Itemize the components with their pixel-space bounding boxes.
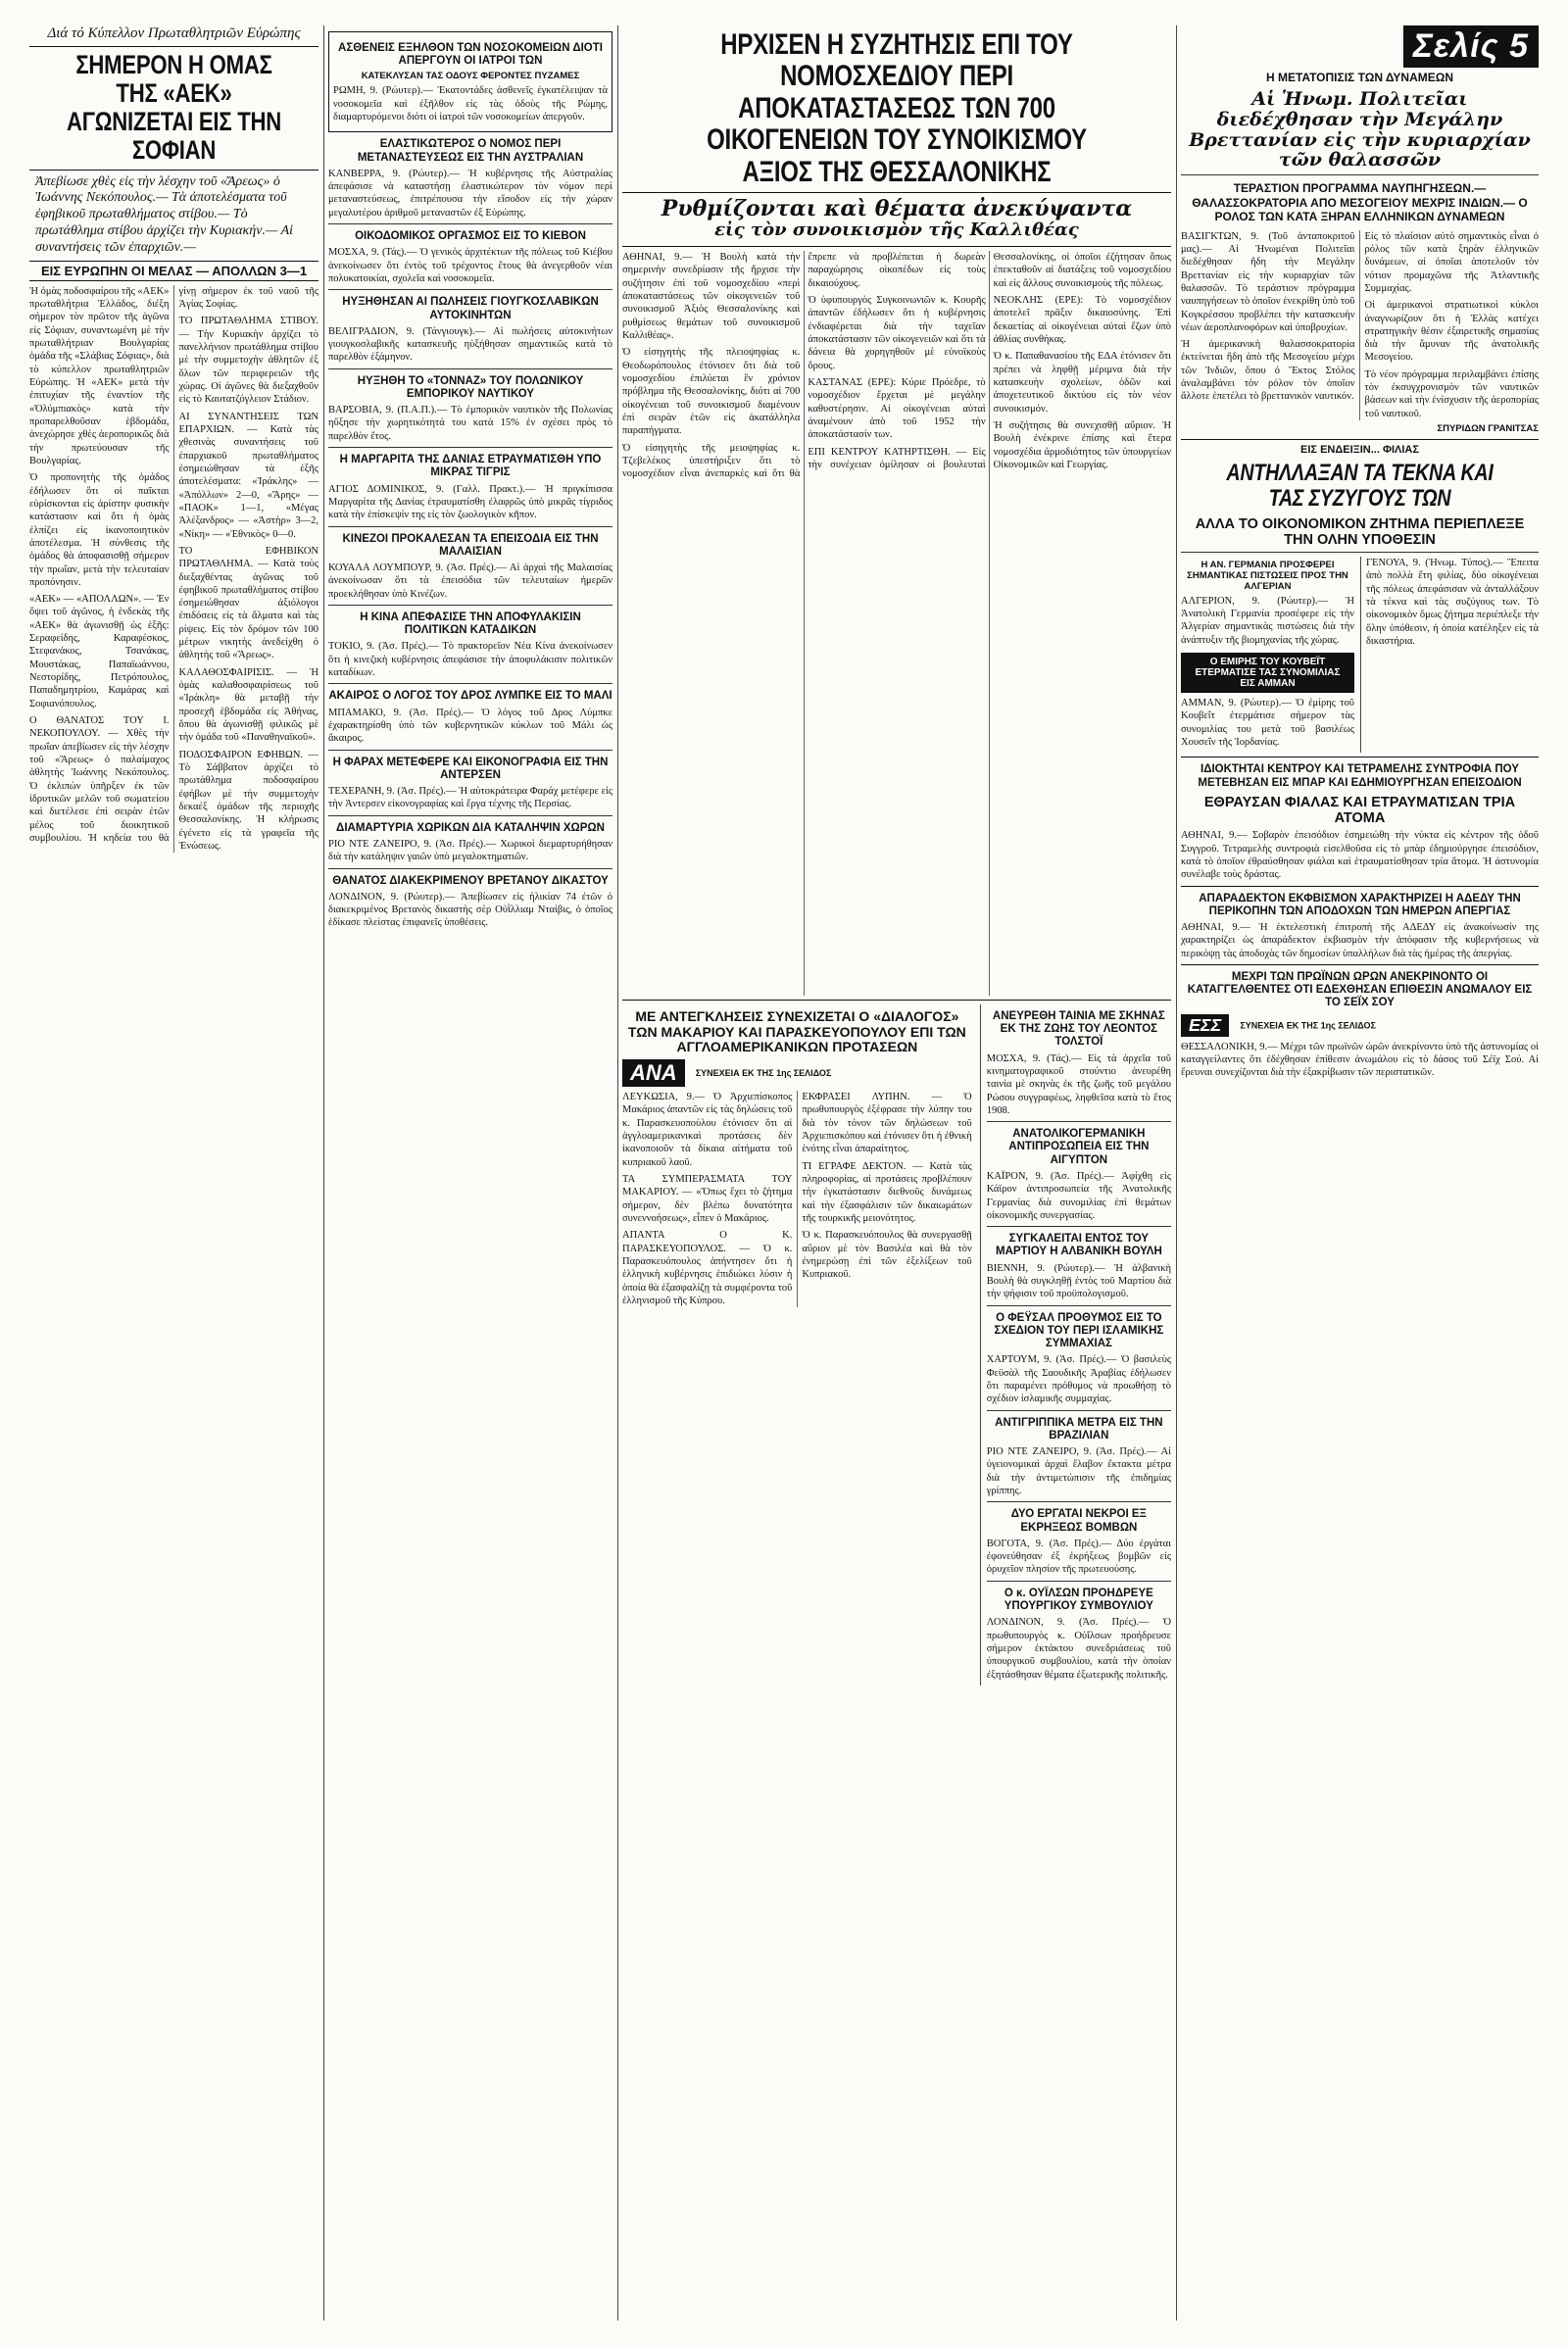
paragraph: Οἱ ἀμερικανοὶ στρατιωτικοὶ κύκλοι ἀναγνωρίζουν ὅτι ἡ Ἑλλὰς κατέχει στρατηγικὴν θέσιν ἐξαιρετικῆς σημασίας διὰ τὴν ἄμυναν τῆς ἀνατολικῆς Μεσογείου. [1364,300,1539,364]
story-headline: ΑΚΑΙΡΟΣ Ο ΛΟΓΟΣ ΤΟΥ ΔΡΟΣ ΛΥΜΠΚΕ ΕΙΣ ΤΟ ΜΑΛΙ [328,690,612,703]
story-headline: ΑΝΤΙΓΡΙΠΠΙΚΑ ΜΕΤΡΑ ΕΙΣ ΤΗΝ ΒΡΑΖΙΛΙΑΝ [995,1416,1163,1442]
divider [1181,552,1539,553]
story-body: ΓΕΝΟΥΑ, 9. (Ἡνωμ. Τύπος).— Ἔπειτα ἀπὸ πολλὰ ἔτη φιλίας, δύο οἰκογένειαι τῆς πόλεως ἀπεφάσισαν νὰ ἀνταλλάξουν τὰ τέκνα καὶ τὰς συζύγους των. Τὸ οἰκονομικὸν ὅμως ζήτημα περιέπλεξε τὴν ὅλην ὑπόθεσιν, ἡ ὁποία κατέληξεν εἰς τὰ δικαστήρια. [1365,557,1539,647]
story-headline: Ο ΦΕΫΣΑΛ ΠΡΟΘΥΜΟΣ ΕΙΣ ΤΟ ΣΧΕΔΙΟΝ ΤΟΥ ΠΕΡΙ ΙΣΛΑΜΙΚΗΣ ΣΥΜΜΑΧΙΑΣ [994,1311,1164,1350]
story-body: ΑΛΓΕΡΙΟΝ, 9. (Ρώυτερ).— Ἡ Ἀνατολικὴ Γερμανία προσέφερε εἰς τὴν Ἀλγερίαν σημαντικὰς πιστώσεις διὰ τὴν ἀνάπτυξιν τῆς βιομηχανίας τῆς χώρας. [1181,595,1354,646]
divider [987,1581,1171,1582]
paragraph: Ἡ συζήτησις θὰ συνεχισθῇ αὔριον. Ἡ Βουλὴ ἐνέκρινε ἐπίσης καὶ ἕτερα νομοσχέδια ἀρμοδιότητος τῶν ὑπουργείων Οἰκονομικῶν καὶ Γεωργίας. [993,419,1171,470]
divider [328,447,612,448]
short-news-column [328,25,612,2321]
divider [1181,757,1539,758]
divider [987,1410,1171,1411]
story-body: ΤΕΧΕΡΑΝΗ, 9. (Ἀσ. Πρές).— Ἡ αὐτοκράτειρα Φαράχ μετέφερε εἰς τὴν Ἀντερσεν εἰκονογραφίας καὶ ἔργα τέχνης τῆς Περσίας. [328,786,612,810]
sports-column [29,25,318,2321]
divider [328,368,612,369]
lead-script-subhead-2: εἰς τὸν συνοικισμὸν τῆς Καλλιθέας [714,220,1079,241]
paragraph: Ὁ προπονητὴς τῆς ὁμάδος ἐδήλωσεν ὅτι οἱ παῖκται εὑρίσκονται εἰς ἀρίστην φυσικὴν κατάστασιν καὶ ὅτι ἡ ὁμὰς ἐλπίζει εἰς ἱκανοποιητικὸν ἀποτέλεσμα. Ἡ σύνθεσις τῆς ὁμάδος θὰ ἀποφασισθῇ σήμερον τὴν πρωΐαν, μετὰ τὴν τελευταίαν προπόνησιν. [29,472,170,588]
story-body: ΡΙΟ ΝΤΕ ΖΑΝΕΙΡΟ, 9. (Ἀσ. Πρές).— Χωρικοὶ διεμαρτυρήθησαν διὰ τὴν κατάληψιν γαιῶν ὑπὸ μεγαλοκτηματιῶν. [328,838,612,863]
story-headline: ΑΣΘΕΝΕΙΣ ΕΞΗΛΘΟΝ ΤΩΝ ΝΟΣΟΚΟΜΕΙΩΝ ΔΙΟΤΙ ΑΠΕΡΓΟΥΝ ΟΙ ΙΑΤΡΟΙ ΤΩΝ [338,42,603,68]
divider [987,1226,1171,1227]
story-body: ΒΑΡΣΟΒΙΑ, 9. (Π.Α.Π.).— Τὸ ἐμπορικὸν ναυτικὸν τῆς Πολωνίας ηὔξησε τὴν χωρητικότητά του κατὰ 15% ἐν σχέσει πρὸς τὸ παρελθὸν ἔτος. [328,405,612,442]
cyprus-headline: ΜΕ ΑΝΤΕΓΚΛΗΣΕΙΣ ΣΥΝΕΧΙΖΕΤΑΙ Ο «ΔΙΑΛΟΓΟΣ» ΤΩΝ ΜΑΚΑΡΙΟΥ ΚΑΙ ΠΑΡΑΣΚΕΥΟΠΟΥΛΟΥ ΕΠΙ ΤΩΝ ΑΓΓΛΟΑΜΕΡΙΚΑΝΙΚΩΝ ΠΡΟΤΑΣΕΩΝ [627,1007,966,1055]
column-rule [617,25,618,2321]
story-headline: Ο κ. ΟΥΪΛΣΩΝ ΠΡΟΗΔΡΕΥΕ ΥΠΟΥΡΓΙΚΟΥ ΣΥΜΒΟΥΛΙΟΥ [1004,1587,1153,1612]
paragraph: Ὁ κ. Παρασκευόπουλος θὰ συνεργασθῇ αὔριον μὲ τὸν Βασιλέα καὶ θὰ τὸν ἐνημερώσῃ ἐπὶ τῶν ἐξελίξεων τοῦ Κυπριακοῦ. [802,1230,972,1281]
paragraph: ΑΠΑΝΤΑ Ο Κ. ΠΑΡΑΣΚΕΥΟΠΟΥΛΟΣ. — Ὁ κ. Παρασκευόπουλος ἀπήντησεν ὅτι ἡ ἑλληνικὴ κυβέρνησις ἐπιδιώκει λύσιν ἡ ὁποία θὰ ἐξασφαλίζῃ τὰ συμφέροντα τοῦ ἑλληνισμοῦ τῆς Κύπρου. [622,1230,793,1306]
story-body: ΛΟΝΔΙΝΟΝ, 9. (Ἀσ. Πρές).— Ὁ πρωθυπουργὸς κ. Οὐΐλσων προήδρευσε σήμερον ἐκτάκτου συνεδριάσεως τοῦ ὑπουργικοῦ συμβουλίου, κατὰ τὴν ὁποίαν ἐξητάσθησαν θέματα ἐξωτερικῆς πολιτικῆς. [986,1617,1171,1681]
story-body: ΒΙΕΝΝΗ, 9. (Ρώυτερ).— Ἡ ἀλβανικὴ Βουλὴ θὰ συγκληθῇ ἐντὸς τοῦ Μαρτίου διὰ τὴν ψήφισιν τοῦ προϋπολογισμοῦ. [986,1262,1171,1300]
bar-subhead: ΕΘΡΑΥΣΑΝ ΦΙΑΛΑΣ ΚΑΙ ΕΤΡΑΥΜΑΤΙΣΑΝ ΤΡΙΑ ΑΤΟΜΑ [1203,794,1516,827]
sports-deck: Ἀπεβίωσε χθὲς εἰς τὴν λέσχην τοῦ «Ἄρεως» ὁ Ἰωάννης Νεκόπουλος.— Τὰ ἀποτελέσματα τοῦ ἐφηβικοῦ πρωταθλήματος στίβου.— Τὸ πρωτάθλημα στίβου ἀρχίζει τὴν Κυριακήν.— Αἱ συναντήσεις τῶν ἐπαρχιῶν.— [35,173,294,255]
story-body: ΑΘΗΝΑΙ, 9.— Ἡ ἐκτελεστικὴ ἐπιτροπὴ τῆς ΑΔΕΔΥ εἰς ἀνακοίνωσίν της χαρακτηρίζει ὡς ἀπαράδεκτον ἐκβιασμὸν τὴν ἀπόφασιν τῆς κυβερνήσεως νὰ περικόψῃ τὰς ἀποδοχὰς τῶν δημοσίων ὑπαλλήλων διὰ τὰς ἡμέρας τῆς ἀπεργίας. [1181,922,1539,959]
paragraph: Ὁ εἰσηγητὴς τῆς πλειοψηφίας κ. Θεοδωρόπουλος ἐτόνισεν ὅτι διὰ τοῦ νομοσχεδίου ἐπιλύεται ἓν χρόνιον πρόβλημα τῆς Θεσσαλονίκης, διότι αἱ 700 οἰκογένειαι τοῦ συνοικισμοῦ διαμένουν ἐπὶ σειρὰν ἐτῶν εἰς ἀκατάλληλα παραπήγματα. [622,347,801,437]
story-headline: ΘΑΝΑΤΟΣ ΔΙΑΚΕΚΡΙΜΕΝΟΥ ΒΡΕΤΑΝΟΥ ΔΙΚΑΣΤΟΥ [332,874,609,887]
paragraph: Ἡ ὁμὰς ποδοσφαίρου τῆς «ΑΕΚ» πρωταθλήτρια Ἑλλάδος, διέξη σήμερον τὸν πρῶτον τῆς ἀγῶνα εἰς Σόφιαν, συναντωμένη μὲ τὴν πρωταθλήτριαν Βουλγαρίας ὁμάδα τῆς «Σλάβιας Σόφιας», διὰ τὸ κύπελλον πρωταθλητριῶν Εὐρώπης. Ἡ «ΑΕΚ» μετὰ τὴν ἐπιτυχίαν τῆς ἐναντίον τῆς «Ὀλύμπιακὸς» κατὰ τὴν προπαρελθοῦσαν ἑβδομάδα, ἀνεχώρησε χθὲς ἀεροπορικῶς διὰ τὴν πρωτεύουσαν τῆς Βουλγαρίας. [29,285,170,466]
paragraph: ΕΚΦΡΑΣΕΙ ΛΥΠΗΝ. — Ὁ πρωθυπουργὸς ἐξέφρασε τὴν λύπην του διὰ τὸν τόνον τῶν δηλώσεων τοῦ Ἀρχιεπισκόπου καὶ ἐτόνισεν ὅτι ἡ ἐθνικὴ ἑνότης εἶναι ἀπαραίτητος. [802,1091,972,1155]
story-body: ΒΕΛΙΓΡΑΔΙΟΝ, 9. (Τάνγιουγκ).— Αἱ πωλήσεις αὐτοκινήτων γιουγκοσλαβικῆς κατασκευῆς ηὐξήθησαν σημαντικῶς κατὰ τὸ παρελθὸν ἑξάμηνον. [328,325,612,364]
friend-section [1181,557,1539,753]
paragraph: ΑΙ ΣΥΝΑΝΤΗΣΕΙΣ ΤΩΝ ΕΠΑΡΧΙΩΝ. — Κατὰ τὰς χθεσινὰς συναντήσεις τοῦ ἐπαρχιακοῦ πρωταθλήματος ἐσημειώθησαν τὰ ἑξῆς ἀποτελέσματα: «Ἰράκλης» — «Ἀπόλλων» 2—0, «Ἄρης» — «ΠΑΟΚ» 1—1, «Μέγας Ἀλέξανδρος» — «Ἀστὴρ» 3—2, «Νίκη» — «Ἐθνικὸς» 0—0. [178,411,318,540]
story-body: ΑΘΗΝΑΙ, 9.— Σοβαρὸν ἐπεισόδιον ἐσημειώθη τὴν νύκτα εἰς κέντρον τῆς ὁδοῦ Συγγροῦ. Τετραμελὴς συντροφιὰ εἰσελθοῦσα εἰς τὸ μπὰρ ἐδημιούργησε ἐπεισόδιον, κατὰ τὸ ὁποῖον ἐθραύσθησαν φιάλαι καὶ ἐτραυματίσθησαν τρία ἄτομα. Ἡ ἀστυνομία συνέλαβε τοὺς δράστας. [1181,830,1539,881]
story-body: ΜΟΣΧΑ, 9. (Τάς).— Εἰς τὰ ἀρχεῖα τοῦ κινηματογραφικοῦ στούντιο ἀνευρέθη ταινία μὲ σκηνὰς ἐκ τῆς ζωῆς τοῦ μεγάλου Ρώσου συγγραφέως, ληφθεῖσα κατὰ τὸ ἔτος 1908. [986,1052,1171,1116]
wire-logo: ΕΣΣ [1181,1014,1229,1037]
story-headline: ΑΝΑΤΟΛΙΚΟΓΕΡΜΑΝΙΚΗ ΑΝΤΙΠΡΟΣΩΠΕΙΑ ΕΙΣ ΤΗΝ ΑΙΓΥΠΤΟΝ [1008,1128,1150,1166]
side-briefs [980,1004,1171,1686]
divider [1181,174,1539,175]
wire-credit [1181,1014,1539,1037]
story-body: ΛΟΝΔΙΝΟΝ, 9. (Ρώυτερ).— Ἀπεβίωσεν εἰς ἡλικίαν 74 ἐτῶν ὁ διακεκριμένος Βρετανὸς δικαστὴς σὲρ Οὐῒλλιαμ Νταίβις, ὁ ὁποῖος ἐδίκασε πλείστας ἐπιφανεῖς ὑποθέσεις. [328,891,612,929]
story-headline: Η ΦΑΡΑΧ ΜΕΤΕΦΕΡΕ ΚΑΙ ΕΙΚΟΝΟΓΡΑΦΙΑ ΕΙΣ ΤΗΝ ΑΝΤΕΡΣΕΝ [332,756,609,781]
wire-credit [622,1059,972,1087]
paragraph: Εἰς τὸ πλαίσιον αὐτὸ σημαντικὸς εἶναι ὁ ρόλος τῶν κατὰ ξηρὰν ἑλληνικῶν δυνάμεων, αἱ ὁποῖαι ἀποτελοῦν τὸν νότιον προμαχῶνα τῆς Ἀτλαντικῆς Συμμαχίας. [1364,230,1539,294]
patients-story-box [328,31,612,132]
right-column [1181,25,1539,2321]
paragraph: Ο ΘΑΝΑΤΟΣ ΤΟΥ Ι. ΝΕΚΟΠΟΥΛΟΥ. — Χθὲς τὴν πρωΐαν ἀπεβίωσεν εἰς τὴν λέσχην τοῦ «Ἄρεως» ὁ παλαίμαχος ἀθλητὴς Ἰωάννης Νεκόπουλος. Ὁ ἐκλιπὼν ὑπῆρξεν ἐκ τῶν ἱδρυτικῶν μελῶν τοῦ σωματείου καὶ διετέλεσε ἐπὶ σειρὰν ἐτῶν μέλος τοῦ διοικητικοῦ συμβουλίου. Ἡ κηδεία του θὰ γίνῃ σήμερον ἐκ τοῦ ναοῦ τῆς Ἁγίας Σοφίας. [29,285,318,845]
paragraph: ΤΟ ΕΦΗΒΙΚΟΝ ΠΡΩΤΑΘΛΗΜΑ. — Κατὰ τοὺς διεξαχθέντας ἀγῶνας τοῦ ἐφηβικοῦ πρωταθλήματος στίβου ἐσημειώθησαν ἀξιόλογοι ἐπιδόσεις εἰς τὰ ἅλματα καὶ τὰς ρίψεις. Εἰς τὸν δρόμον τῶν 100 μέτρων νικητὴς ἀνεδείχθη ὁ ἀθλητὴς τοῦ «Ἄρεως». [178,545,318,661]
story-body: ΚΟΥΑΛΑ ΛΟΥΜΠΟΥΡ, 9. (Ἀσ. Πρές).— Αἱ ἀρχαὶ τῆς Μαλαισίας ἀνεκοίνωσαν ὅτι τὰ ἐπεισόδια τῶν τελευταίων ἡμερῶν προεκλήθησαν ὑπὸ Κινέζων. [328,562,612,600]
paragraph: ΚΑΛΑΘΟΣΦΑΙΡΙΣΙΣ. — Ἡ ὁμὰς καλαθοσφαιρίσεως τοῦ «Ἰράκλη» θὰ μεταβῇ τὴν προσεχῆ ἑβδομάδα εἰς Ἀθήνας, ὅπου θὰ ἀγωνισθῇ φιλικῶς μὲ τὴν ὁμάδα τοῦ «Παναθηναϊκοῦ». [178,666,318,744]
column-rule [323,25,324,2321]
story-headline: ΚΙΝΕΖΟΙ ΠΡΟΚΑΛΕΣΑΝ ΤΑ ΕΠΕΙΣΟΔΙΑ ΕΙΣ ΤΗΝ ΜΑΛΑΙΣΙΑΝ [342,532,599,558]
story-headline: ΗΥΞΗΘΗΣΑΝ ΑΙ ΠΩΛΗΣΕΙΣ ΓΙΟΥΓΚΟΣΛΑΒΙΚΩΝ ΑΥΤΟΚΙΝΗΤΩΝ [342,296,599,321]
page-number-logo: Σελίς 5 [1403,25,1539,68]
cyprus-body [622,1091,972,1307]
divider [987,1501,1171,1502]
story-headline: ΔΙΑΜΑΡΤΥΡΙΑ ΧΩΡΙΚΩΝ ΔΙΑ ΚΑΤΑΛΗΨΙΝ ΧΩΡΩΝ [336,821,605,834]
page-number-logo-wrap [1181,25,1539,68]
paragraph: ΑΘΗΝΑΙ, 9.— Ἡ Βουλὴ κατὰ τὴν σημερινήν συνεδρίασιν τῆς ἤρχισε τὴν συζήτησιν ἐπὶ τοῦ νομοσχεδίου «περὶ ἀποκαταστάσεως τῶν οἰκογενειῶν τοῦ συνοικισμοῦ Ἀξιὸς Θεσσαλονίκης καὶ ρυθμίσεως θεμάτων τοῦ συνοικισμοῦ Καλλιθέας». [622,251,801,341]
divider [328,289,612,290]
story-headline: ΔΥΟ ΕΡΓΑΤΑΙ ΝΕΚΡΟΙ ΕΞ ΕΚΡΗΞΕΩΣ ΒΟΜΒΩΝ [1010,1508,1147,1534]
navy-headline: Αἱ Ἡνωμ. Πολιτεῖαι διεδέχθησαν τὴν Μεγάλην Βρεττανίαν εἰς τὴν κυριαρχίαν τῶν θαλασσῶν [1189,87,1531,171]
paragraph: Ὁ εἰσηγητὴς τῆς μειοψηφίας κ. Τζεβελέκος ὑπεστήριξεν ὅτι τὸ νομοσχέδιον εἶναι ἀνεπαρκὲς καὶ ὅτι θὰ ἔπρεπε νὰ προβλέπεται ἡ δωρεὰν παραχώρησις οἰκοπέδων εἰς τοὺς δικαιούχους. [622,251,986,480]
sports-headline: ΣΗΜΕΡΟΝ Η ΟΜΑΣ ΤΗΣ «ΑΕΚ» ΑΓΩΝΙΖΕΤΑΙ ΕΙΣ ΤΗΝ ΣΟΦΙΑΝ [66,50,282,166]
divider [622,192,1171,193]
sports-kicker: Διά τό Κύπελλον Πρωταθλητριῶν Εὐρώπης [47,25,301,41]
story-body: ΑΓΙΟΣ ΔΟΜΙΝΙΚΟΣ, 9. (Γαλλ. Πρακτ.).— Ἡ πριγκίπισσα Μαργαρίτα τῆς Δανίας ἐτραυματίσθη ἐλαφρῶς ὑπὸ μικρᾶς τίγριδος κατὰ τὴν ἐπίσκεψίν της εἰς τὸν ζωολογικὸν κῆπον. [328,483,612,521]
divider [29,46,318,47]
paragraph: ΒΑΣΙΓΚΤΩΝ, 9. (Τοῦ ἀνταποκριτοῦ μας).— Αἱ Ἡνωμέναι Πολιτεῖαι διεδέχθησαν ἤδη τὴν Μεγάλην Βρεττανίαν εἰς τὴν κυριαρχίαν τῶν θαλασσῶν. Τὸ τεράστιον πρόγραμμα ναυπηγήσεων τὸ ὁποῖον ἐνεκρίθη ὑπὸ τοῦ Κογκρέσσου προβλέπει τὴν κατασκευὴν νέων ἀεροπλανοφόρων καὶ ὑποβρυχίων. [1181,230,1355,333]
story-headline: ΗΥΞΗΘΗ ΤΟ «ΤΟΝΝΑΖ» ΤΟΥ ΠΟΛΩΝΙΚΟΥ ΕΜΠΟΡΙΚΟΥ ΝΑΥΤΙΚΟΥ [357,374,584,400]
divider [328,223,612,224]
paragraph: ΠΟΔΟΣΦΑΙΡΟΝ ΕΦΗΒΩΝ. — Τὸ Σάββατον ἀρχίζει τὸ πρωτάθλημα ποδοσφαίρου ἐφήβων μὲ τὴν συμμετοχὴν δεκαέξ ὁμάδων τῆς περιοχῆς Θεσσαλονίκης. Ἡ κλήρωσις ἐγένετο εἰς τὰ γραφεῖα τῆς Ἑνώσεως. [178,749,318,853]
lead-headline: ΗΡΧΙΣΕΝ Η ΣΥΖΗΤΗΣΙΣ ΕΠΙ ΤΟΥ ΝΟΜΟΣΧΕΔΙΟΥ ΠΕΡΙ ΑΠΟΚΑΤΑΣΤΑΣΕΩΣ ΤΩΝ 700 ΟΙΚΟΓΕΝΕΙΩΝ ΤΟΥ ΣΥΝΟΙΚΙΣΜΟΥ ΑΞΙΟΣ ΤΗΣ ΘΕΣΣΑΛΟΝΙΚΗΣ [707,28,1087,188]
wire-label: ΣΥΝΕΧΕΙΑ ΕΚ ΤΗΣ 1ης ΣΕΛΙΔΟΣ [1240,1020,1376,1031]
paragraph: ΛΕΥΚΩΣΙΑ, 9.— Ὁ Ἀρχιεπίσκοπος Μακάριος ἀπαντῶν εἰς τὰς δηλώσεις τοῦ κ. Παρασκευοπούλου ἐτόνισεν ὅτι αἱ ἀγγλοαμερικανικαὶ προτάσεις δὲν ἱκανοποιοῦν τὰ δίκαια αἰτήματα τοῦ κυπριακοῦ λαοῦ. [622,1091,793,1168]
main-news-column [622,25,1171,2321]
divider [328,815,612,816]
friend-story [1360,557,1539,753]
story-body: ΜΟΣΧΑ, 9. (Τάς).— Ὁ γενικὸς ἀρχιτέκτων τῆς πόλεως τοῦ Κιέβου ἀνεκοίνωσεν ὅτι ἐντὸς τοῦ τρέχοντος ἔτους θὰ ἀνεγερθοῦν νέαι πολυκατοικίαι, σχολεῖα καὶ νοσοκομεῖα. [328,247,612,284]
story-headline: ΑΝΕΥΡΕΘΗ ΤΑΙΝΙΑ ΜΕ ΣΚΗΝΑΣ ΕΚ ΤΗΣ ΖΩΗΣ ΤΟΥ ΛΕΟΝΤΟΣ ΤΟΛΣΤΟΪ [992,1009,1165,1049]
paragraph: «ΑΕΚ» — «ΑΠΟΛΛΩΝ». — Ἐν ὄψει τοῦ ἀγῶνος, ἡ ἑνδεκὰς τῆς «ΑΕΚ» θὰ ἀγωνισθῇ ὡς ἑξῆς: Σεραφείδης, Καραφέσκος, Στεφανάκος, Τσανάκας, Μουστάκας, Παπαϊωάννου, Νεστορίδης, Πετρόπουλος, Παπαδημητρίου, Καμάρας καὶ Σοφιανόπουλος. [29,594,170,709]
navy-rubric: Η ΜΕΤΑΤΟΠΙΣΙΣ ΤΩΝ ΔΥΝΑΜΕΩΝ [1265,71,1454,84]
algeria-story [1181,557,1354,753]
story-body: ΘΕΣΣΑΛΟΝΙΚΗ, 9.— Μέχρι τῶν πρωϊνῶν ὡρῶν ἀνεκρίνοντο ὑπὸ τῆς ἀστυνομίας οἱ καταγγείλαντες ὅτι ἐδέχθησαν ἐπίθεσιν ἀνωμάλου εἰς τὸ δάσος τοῦ Σέϊχ Σού. Αἱ ἔρευναι συνεχίζονται διὰ τὴν ἐξακρίβωσιν τῶν περιστατικῶν. [1181,1041,1539,1079]
wire-logo: ΑΝΑ [622,1059,685,1087]
story-headline: ΣΥΓΚΑΛΕΙΤΑΙ ΕΝΤΟΣ ΤΟΥ ΜΑΡΤΙΟΥ Η ΑΛΒΑΝΙΚΗ ΒΟΥΛΗ [995,1233,1162,1258]
story-body: ΜΠΑΜΑΚΟ, 9. (Ἀσ. Πρές).— Ὁ λόγος τοῦ Δρος Λύμπκε ἐχαρακτηρίσθη ὑπὸ τῶν κυβερνητικῶν κύκλων τοῦ Μάλι ὡς ἄκαιρος. [328,707,612,745]
lower-section [622,1004,1171,1686]
paragraph: Τὸ νέον πρόγραμμα περιλαμβάνει ἐπίσης τὸν ἐκσυγχρονισμὸν τῶν ναυτικῶν βάσεων καὶ τὴν ἐνίσχυσιν τῆς ἀεροπορίας τοῦ ναυτικοῦ. [1364,368,1539,419]
story-body: ΤΟΚΙΟ, 9. (Ἀσ. Πρές).— Τὸ πρακτορεῖον Νέα Κίνα ἀνεκοίνωσεν ὅτι ἡ κινεζικὴ κυβέρνησις ἀπεφάσισε τὴν ἀποφυλάκισιν πολιτικῶν καταδίκων. [328,641,612,679]
divider [1181,964,1539,965]
story-headline: Η ΜΑΡΓΑΡΙΤΑ ΤΗΣ ΔΑΝΙΑΣ ΕΤΡΑΥΜΑΤΙΣΘΗ ΥΠΟ ΜΙΚΡΑΣ ΤΙΓΡΙΣ [339,454,602,479]
divider [328,683,612,684]
navy-body [1181,230,1539,421]
paragraph: ΚΑΣΤΑΝΑΣ (ΕΡΕ): Κύριε Πρόεδρε, τὸ νομοσχέδιον ἔρχεται μὲ μεγάλην καθυστέρησιν. Αἱ οἰκογένειαι αὐταὶ ἀναμένουν ἀπὸ τοῦ 1952 τὴν ἀποκατάστασίν των. [808,376,986,441]
divider [987,1121,1171,1122]
paragraph: ΤΟ ΠΡΩΤΑΘΛΗΜΑ ΣΤΙΒΟΥ. — Τὴν Κυριακὴν ἀρχίζει τὸ πανελλήνιον πρωτάθλημα στίβου μὲ τὴν συμμετοχὴν ἀθλητῶν ἐξ ὅλων τῶν περιφερειῶν τῆς χώρας. Οἱ ἀγῶνες θὰ διεξαχθοῦν εἰς τὸ Καυτατζόγλειον Στάδιον. [178,316,318,406]
divider [1181,439,1539,440]
divider [328,868,612,869]
story-body: ΡΩΜΗ, 9. (Ρώυτερ).— Ἐκατοντάδες ἀσθενεῖς ἐγκατέλειψαν τὰ νοσοκομεῖα καὶ ἐξῆλθον εἰς τὰς ὁδοὺς τῆς Ρώμης, διαμαρτυρόμενοι διότι οἱ ἰατροὶ τῶν νοσοκομείων ἀπεργοῦν. [333,85,608,123]
story-body: ΚΑΪΡΟΝ, 9. (Ἀσ. Πρές).— Ἀφίχθη εἰς Κάϊρον ἀντιπροσωπεία τῆς Ἀνατολικῆς Γερμανίας διὰ συνομιλίας ἐπὶ θεμάτων οἰκονομικῆς συνεργασίας. [986,1170,1171,1221]
divider [328,750,612,751]
divider [1181,886,1539,887]
story-body: ΒΟΓΟΤΑ, 9. (Ἀσ. Πρές).— Δύο ἐργάται ἐφονεύθησαν ἐξ ἐκρήξεως βομβῶν εἰς ὀρυχεῖον πλησίον τῆς πρωτευούσης. [986,1538,1171,1576]
divider [622,1000,1171,1001]
wire-label: ΣΥΝΕΧΕΙΑ ΕΚ ΤΗΣ 1ης ΣΕΛΙΔΟΣ [695,1067,832,1078]
story-body: ΑΜΜΑΝ, 9. (Ρώυτερ).— Ὁ ἐμίρης τοῦ Κουβεΐτ ἐτερμάτισε σήμερον τὰς συνομιλίας του μετὰ τοῦ βασιλέως Χουσεΐν τῆς Ἰορδανίας. [1181,698,1354,749]
sports-results-line: ΕΙΣ ΕΥΡΩΠΗΝ ΟΙ ΜΕΛΑΣ — ΑΠΟΛΛΩΝ 3—1 [29,261,318,281]
adedy-headline: ΑΠΑΡΑΔΕΚΤΟΝ ΕΚΦΒΙΣΜΟΝ ΧΑΡΑΚΤΗΡΙΖΕΙ Η ΑΔΕΔΥ ΤΗΝ ΠΕΡΙΚΟΠΗΝ ΤΩΝ ΑΠΟΔΟΧΩΝ ΤΩΝ ΗΜΕΡΩΝ ΑΠΕΡΓΙΑΣ [1199,892,1521,917]
divider [622,246,1171,247]
lead-script-subhead: Ρυθμίζονται καὶ θέματα ἀνεκύψαντα [661,195,1133,221]
divider [328,526,612,527]
paragraph: Ἡ ἀμερικανικὴ θαλασσοκρατορία ἐκτείνεται ἤδη ἀπὸ τῆς Μεσογείου μέχρι τῶν Ἰνδιῶν, ὅπου ὁ Ἕκτος Στόλος ἀναλαμβάνει τὸν ρόλον τὸν ὁποῖον ἄλλοτε ἐπετέλει τὸ βρεττανικὸν ναυτικόν. [1181,339,1355,403]
paragraph: Ὁ κ. Παπαθανασίου τῆς ΕΔΑ ἐτόνισεν ὅτι πρέπει νὰ ληφθῇ μέριμνα διὰ τὴν κατασκευὴν σχολείων, ὁδῶν καὶ ἀποχετευτικοῦ δικτύου εἰς τὸν νέον συνοικισμόν. [993,351,1171,415]
divider [328,605,612,606]
paragraph: ΤΙ ΕΓΡΑΦΕ ΔΕΚΤΟΝ. — Κατὰ τὰς πληροφορίας, αἱ προτάσεις προβλέπουν τὴν ἐγκατάστασιν διεθνοῦς δυνάμεως καὶ τὴν ἐξασφάλισιν τῶν δικαιωμάτων τῆς τουρκικῆς μειονότητος. [802,1160,972,1224]
paragraph: ΤΑ ΣΥΜΠΕΡΑΣΜΑΤΑ ΤΟΥ ΜΑΚΑΡΙΟΥ. — «Ὅπως ἔχει τὸ ζήτημα σήμερον, δὲν βλέπω δυνατότητα συνεννοήσεως», εἶπεν ὁ Μακάριος. [622,1173,793,1224]
byline: ΣΠΥΡΙΔΩΝ ΓΡΑΝΙΤΣΑΣ [1437,423,1539,435]
divider [987,1305,1171,1306]
sports-body [29,285,318,854]
paragraph: ΕΠΙ ΚΕΝΤΡΟΥ ΚΑΤΗΡΤΙΣΘΗ. — Εἰς τὴν συνέχειαν ὁμίλησαν οἱ βουλευταὶ Θεσσαλονίκης, οἱ ὁποῖοι ἐζήτησαν ὅπως ἐπεκταθοῦν αἱ διατάξεις τοῦ νομοσχεδίου καὶ εἰς ἄλλους συνοικισμοὺς τῆς πόλεως. [808,251,1171,470]
story-body: ΡΙΟ ΝΤΕ ΖΑΝΕΙΡΟ, 9. (Ἀσ. Πρές).— Αἱ ὑγειονομικαὶ ἀρχαὶ ἔλαβον ἔκτακτα μέτρα διὰ τὴν ἀντιμετώπισιν τῆς ἐπιδημίας γρίππης. [986,1446,1171,1497]
divider [29,170,318,171]
missing-headline: ΜΕΧΡΙ ΤΩΝ ΠΡΩΪΝΩΝ ΩΡΩΝ ΑΝΕΚΡΙΝΟΝΤΟ ΟΙ ΚΑΤΑΓΓΕΛΘΕΝΤΕΣ ΟΤΙ ΕΔΕΧΘΗΣΑΝ ΕΠΙΘΕΣΙΝ ΑΝΩΜΑΛΟΥ ΕΙΣ ΤΟ ΣΕΪΧ ΣΟΥ [1187,971,1533,1009]
kuwait-headline: Ο ΕΜΙΡΗΣ ΤΟΥ ΚΟΥΒΕΪΤ ΕΤΕΡΜΑΤΙΣΕ ΤΑΣ ΣΥΝΟΜΙΛΙΑΣ ΕΙΣ ΑΜΜΑΝ [1181,653,1354,693]
navy-subhead: ΤΕΡΑΣΤΙΟΝ ΠΡΟΓΡΑΜΜΑ ΝΑΥΠΗΓΗΣΕΩΝ.— ΘΑΛΑΣΣΟΚΡΑΤΟΡΙΑ ΑΠΟ ΜΕΣΟΓΕΙΟΥ ΜΕΧΡΙΣ ΙΝΔΙΩΝ.— Ο ΡΟΛΟΣ ΤΩΝ ΚΑΤΑ ΞΗΡΑΝ ΕΛΛΗΝΙΚΩΝ ΔΥΝΑΜΕΩΝ [1192,181,1528,224]
friend-kicker: ΕΙΣ ΕΝΔΕΙΞΙΝ... ΦΙΛΙΑΣ [1300,444,1419,457]
cyprus-story [622,1004,972,1686]
newspaper-page [29,25,1539,2321]
lead-body [622,251,1171,996]
story-body: ΧΑΡΤΟΥΜ, 9. (Ἀσ. Πρές).— Ὁ βασιλεὺς Φεϋσὰλ τῆς Σαουδικῆς Ἀραβίας ἐδήλωσεν ὅτι παραμένει πρόθυμος νὰ προωθήσῃ τὸ σχέδιον ἰσλαμικῆς συμμαχίας. [986,1354,1171,1405]
story-subhead: ΚΑΤΕΚΛΥΣΑΝ ΤΑΣ ΟΔΟΥΣ ΦΕΡΟΝΤΕΣ ΠΥΖΑΜΕΣ [361,71,580,82]
column-rule [1176,25,1177,2321]
story-headline: ΕΛΑΣΤΙΚΩΤΕΡΟΣ Ο ΝΟΜΟΣ ΠΕΡΙ ΜΕΤΑΝΑΣΤΕΥΣΕΩΣ ΕΙΣ ΤΗΝ ΑΥΣΤΡΑΛΙΑΝ [357,138,584,164]
story-headline: Η ΚΙΝΑ ΑΠΕΦΑΣΙΣΕ ΤΗΝ ΑΠΟΦΥΛΑΚΙΣΙΝ ΠΟΛΙΤΙΚΩΝ ΚΑΤΑΔΙΚΩΝ [360,611,581,637]
friend-headline: ΑΝΤΗΛΛΑΞΑΝ ΤΑ ΤΕΚΝΑ ΚΑΙ ΤΑΣ ΣΥΖΥΓΟΥΣ ΤΩΝ [1226,459,1494,512]
bar-headline: ΙΔΙΟΚΤΗΤΑΙ ΚΕΝΤΡΟΥ ΚΑΙ ΤΕΤΡΑΜΕΛΗΣ ΣΥΝΤΡΟΦΙΑ ΠΟΥ ΜΕΤΕΒΗΣΑΝ ΕΙΣ ΜΠΑΡ ΚΑΙ ΕΔΗΜΙΟΥΡΓΗΣΑΝ ΕΠΕΙΣΟΔΙΟΝ [1198,763,1522,789]
paragraph: ΝΕΟΚΛΗΣ (ΕΡΕ): Τὸ νομοσχέδιον ἀποτελεῖ πρᾶξιν δικαιοσύνης. Ἐπὶ δεκαετίας αἱ οἰκογένειαι αὐταὶ ἔζων ὑπὸ ἀθλίας συνθήκας. [993,294,1171,345]
friend-subhead: ΑΛΛΑ ΤΟ ΟΙΚΟΝΟΜΙΚΟΝ ΖΗΤΗΜΑ ΠΕΡΙΕΠΛΕΞΕ ΤΗΝ ΟΛΗΝ ΥΠΟΘΕΣΙΝ [1195,515,1525,548]
story-body: ΚΑΝΒΕΡΡΑ, 9. (Ρώυτερ).— Ἡ κυβέρνησις τῆς Αὐστραλίας ἀπεφάσισε νὰ καταστήσῃ ἐλαστικώτερον τὸν νόμον περὶ μεταναστεύσεως, ἐπιτρέπουσα τὴν εἴσοδον εἰς τὴν χώραν μεγαλυτέρου ἀριθμοῦ μεταναστῶν ἐξ Εὐρώπης. [328,168,612,219]
paragraph: Ὁ ὑφυπουργὸς Συγκοινωνιῶν κ. Κουρῆς ἀπαντῶν ἐδήλωσεν ὅτι ἡ κυβέρνησις ἐνδιαφέρεται διὰ τὴν ταχεῖαν ἀποκατάστασιν τῶν οἰκογενειῶν καὶ ὅτι τὰ δάνεια θὰ χορηγηθοῦν μὲ εὐνοϊκοὺς ὅρους. [808,294,986,371]
story-headline: Η ΑΝ. ΓΕΡΜΑΝΙΑ ΠΡΟΣΦΕΡΕΙ ΣΗΜΑΝΤΙΚΑΣ ΠΙΣΤΩΣΕΙΣ ΠΡΟΣ ΤΗΝ ΑΛΓΕΡΙΑΝ [1187,559,1348,592]
story-headline: ΟΙΚΟΔΟΜΙΚΟΣ ΟΡΓΑΣΜΟΣ ΕΙΣ ΤΟ ΚΙΕΒΟΝ [355,230,586,243]
